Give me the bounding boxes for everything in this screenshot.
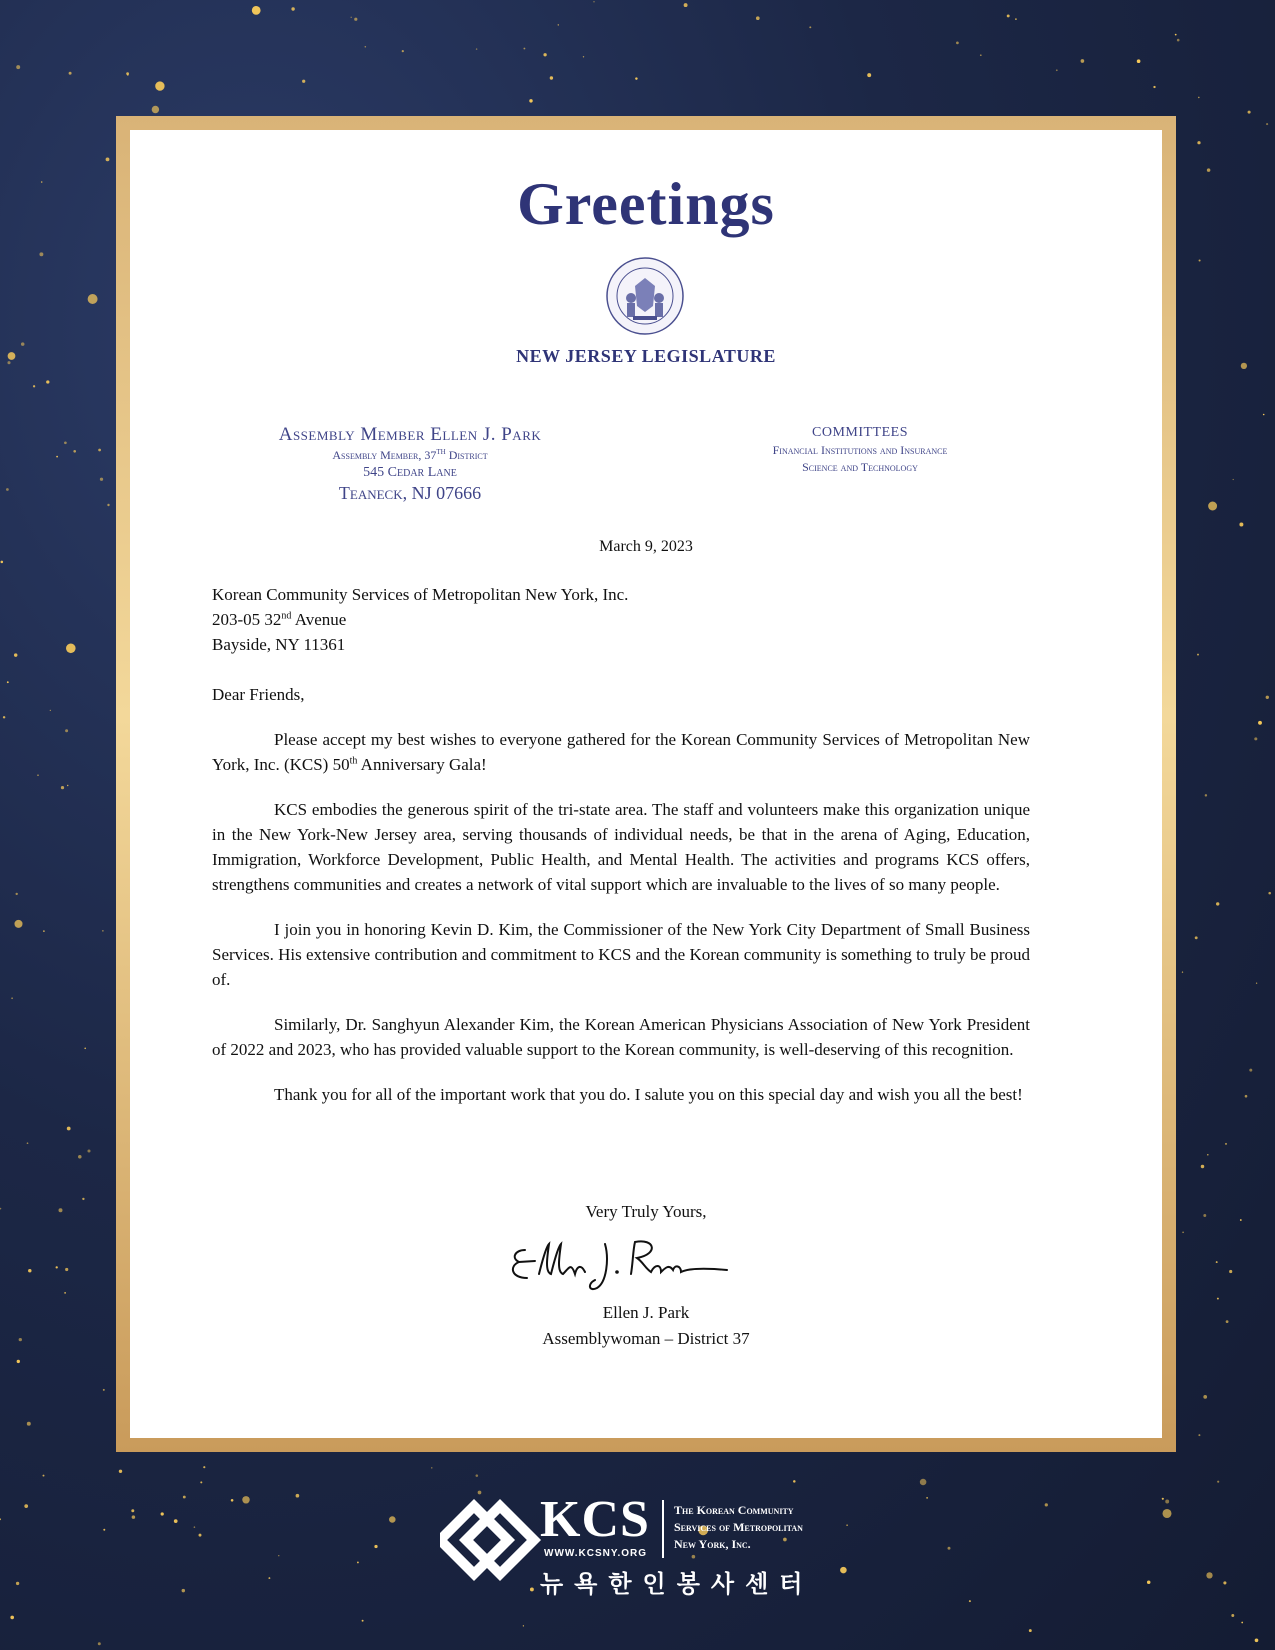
star-dot [543,53,546,56]
star-dot [200,1481,202,1483]
committees-heading: COMMITTEES [812,425,908,440]
star-dot [1175,34,1177,36]
star-dot [1007,14,1010,17]
star-dot [37,774,39,776]
star-dot [252,6,261,15]
star-dot [61,786,64,789]
star-dot [41,181,43,183]
committees-block [710,425,1010,475]
star-dot [1248,111,1251,114]
star-dot [1245,1095,1248,1098]
sender-name: Assembly Member Ellen J. Park [278,424,542,445]
star-dot [969,1600,971,1602]
star-dot [194,1526,196,1528]
star-dot [126,72,129,75]
star-dot [182,1589,185,1592]
star-dot [87,1149,90,1152]
star-dot [1198,97,1200,99]
logo-divider [662,1500,664,1558]
star-dot [1137,59,1141,63]
star-dot [268,1577,270,1579]
star-dot [1199,259,1201,261]
star-dot [100,478,103,481]
star-dot [16,1582,19,1585]
signer-title: Assemblywoman – District 37 [542,1329,750,1348]
star-dot [131,1509,134,1512]
star-dot [69,72,72,75]
star-dot [523,48,525,50]
star-dot [64,441,67,444]
star-dot [1203,1214,1206,1217]
star-dot [0,1208,1,1210]
committee-item: Science and Technology [802,460,918,474]
star-dot [16,65,20,69]
star-dot [84,1048,86,1050]
star-dot [550,76,553,79]
star-dot [1217,1298,1219,1300]
star-dot [1162,1498,1164,1500]
star-dot [357,1561,359,1563]
star-dot [1162,1509,1171,1518]
logo-korean-name: 뉴욕한인봉사센터 [540,1570,814,1598]
star-dot [1208,502,1217,511]
star-dot [15,893,17,895]
star-dot [1197,141,1200,144]
star-dot [17,1360,20,1363]
star-dot [1207,168,1211,172]
star-dot [956,42,959,45]
paragraph-2: KCS embodies the generous spirit of the tri-state area. The staff and volunteers make this organization unique in the New York-New Jersey area, serving thousands of individual needs, be that in the arena of Aging, Education, Immigration, Workforce Development, Public Health, and Mental Health. The activities and programs KCS offers, strengthens communities and creates a network of vital support which are invaluable to the lives of so many people. [212,800,1030,894]
star-dot [1182,971,1183,972]
star-dot [155,81,164,90]
committee-item: Financial Institutions and Insurance [772,443,948,457]
star-dot [152,106,159,113]
star-dot [203,1466,205,1468]
star-dot [65,1268,68,1271]
letter-date: March 9, 2023 [599,538,693,555]
star-dot [0,1518,1,1520]
star-dot [302,80,305,83]
star-dot [1195,936,1198,939]
star-dot [119,1470,122,1473]
star-dot [82,1198,84,1200]
star-dot [1256,983,1257,984]
sender-district: Assembly Member, 37th District [332,446,488,462]
star-dot [291,7,294,10]
star-dot [583,56,584,57]
recipient-line-3: Bayside, NY 11361 [212,635,346,654]
star-dot [1241,363,1247,369]
star-dot [21,342,25,346]
logo-url: WWW.KCSNY.ORG [544,1548,647,1559]
salutation: Dear Friends, [212,685,305,704]
star-dot [1254,737,1257,740]
star-dot [1015,18,1017,20]
star-dot [1263,414,1265,416]
star-dot [1241,1622,1243,1624]
star-dot [1225,1143,1227,1145]
star-dot [529,99,532,102]
star-dot [1258,721,1262,725]
star-dot [558,24,559,25]
star-dot [107,504,109,506]
star-dot [1029,1629,1032,1632]
star-dot [1147,1581,1151,1585]
nj-state-seal [605,256,685,336]
star-dot [67,785,68,786]
star-dot [1207,1154,1209,1156]
star-dot [28,1269,31,1272]
star-dot [1266,123,1268,125]
star-dot [1249,1069,1252,1072]
star-dot [199,1534,202,1537]
star-dot [756,16,760,20]
star-dot [56,1266,58,1268]
star-dot [1045,1503,1048,1506]
star-dot [1229,1270,1232,1273]
recipient-line-1: Korean Community Services of Metropolitan New York, Inc. [212,585,629,604]
star-dot [635,77,637,79]
star-dot [174,1519,178,1523]
letter-body [212,582,1030,1107]
star-dot [8,352,16,360]
sender-city: Teaneck, NJ 07666 [338,483,482,503]
star-dot [64,1292,66,1294]
star-dot [1216,902,1219,905]
star-dot [19,1338,22,1341]
star-dot [1217,1481,1219,1483]
star-dot [67,1127,71,1131]
star-dot [362,1620,364,1622]
star-dot [102,930,103,931]
star-dot [43,1475,45,1477]
star-dot [14,653,17,656]
star-dot [476,48,477,49]
star-dot [1233,479,1234,480]
star-dot [374,1545,377,1548]
star-dot [1201,1165,1204,1168]
star-dot [78,1155,82,1159]
star-dot [920,1479,927,1486]
star-dot [66,644,76,654]
star-dot [926,1497,928,1499]
star-dot [65,729,68,732]
paragraph-1: Please accept my best wishes to everyone gathered for the Korean Community Services of Metropolitan New York, Inc. (KCS) 50th Anniversary Gala! [212,730,1030,774]
star-dot [33,385,35,387]
star-dot [1255,1638,1259,1642]
star-dot [27,1422,31,1426]
star-dot [242,1496,249,1503]
star-dot [1268,892,1271,895]
gold-frame [116,116,1176,1452]
star-dot [183,1496,186,1499]
star-dot [1182,1231,1184,1233]
star-dot [24,1504,28,1508]
star-dot [98,449,101,452]
paragraph-3: I join you in honoring Kevin D. Kim, the Commissioner of the New York City Department of Small Business Services. His extensive contribution and commitment to KCS and the Korean community is something to truly be proud of. [212,920,1030,989]
star-dot [50,710,51,711]
star-dot [867,73,871,77]
closing: Very Truly Yours, [585,1202,707,1221]
star-dot [1223,1581,1226,1584]
star-dot [980,54,982,56]
kcs-logo [440,1491,860,1634]
star-dot [1239,523,1243,527]
star-dot [59,1208,63,1212]
legislature-name: NEW JERSEY LEGISLATURE [516,346,776,366]
logo-brand: KCS [540,1491,650,1548]
star-dot [10,1616,14,1620]
star-dot [98,1642,101,1645]
logo-org-name: The Korean Community Services of Metropolitan New York, Inc. [674,1503,803,1551]
star-dot [106,157,110,161]
star-dot [278,1555,279,1556]
star-dot [103,1529,105,1531]
star-dot [1197,654,1199,656]
star-dot [3,716,5,718]
recipient-address [212,582,1030,657]
star-dot [46,380,49,383]
star-dot [1153,86,1155,88]
star-dot [56,456,58,458]
star-dot [7,681,9,683]
star-dot [684,3,688,7]
star-dot [948,1547,951,1550]
star-dot [1266,696,1269,699]
star-dot [1177,39,1180,42]
star-dot [231,1499,234,1502]
star-dot [43,930,45,932]
paragraph-5: Thank you for all of the important work that you do. I salute you on this special day and wish you all the best! [274,1085,1023,1104]
star-dot [161,1512,164,1515]
star-dot [431,1467,432,1468]
star-dot [350,17,351,18]
star-dot [1206,1572,1212,1578]
star-dot [354,18,357,21]
star-dot [1081,59,1085,63]
star-dot [7,361,10,364]
sender-street: 545 Cedar Lane [363,465,457,480]
star-dot [1231,1614,1234,1617]
star-dot [365,46,367,48]
star-dot [476,1474,479,1477]
handwritten-signature [505,1228,735,1298]
star-dot [1226,1320,1229,1323]
star-dot [1056,69,1058,71]
star-dot [389,1516,396,1523]
sender-block [240,424,580,504]
star-dot [593,1,594,2]
star-dot [39,252,43,256]
star-dot [793,1480,796,1483]
recipient-line-2: 203-05 32nd Avenue [212,610,347,629]
signer-name: Ellen J. Park [602,1303,690,1322]
star-dot [809,26,811,28]
star-dot [1203,1395,1207,1399]
kcs-diamond-icon [440,1494,544,1590]
star-dot [1198,1434,1200,1436]
paragraph-4: Similarly, Dr. Sanghyun Alexander Kim, the Korean American Physicians Association of New York President of 2022 and 2023, who has provided valuable support to the Korean community, is well-deserving of this recognition. [212,1015,1030,1059]
star-dot [1,561,4,564]
star-dot [402,50,404,52]
star-dot [132,1515,136,1519]
star-dot [103,1389,105,1391]
star-dot [1165,1500,1169,1504]
star-dot [14,920,22,928]
letter-paper [130,130,1162,1438]
star-dot [11,997,13,999]
page-title: Greetings [517,171,775,237]
star-dot [1216,1261,1218,1263]
star-dot [6,488,9,491]
star-dot [1240,1219,1242,1221]
star-dot [88,294,98,304]
star-dot [73,450,76,453]
star-dot [27,1142,29,1144]
star-dot [296,1494,300,1498]
star-dot [1205,794,1207,796]
